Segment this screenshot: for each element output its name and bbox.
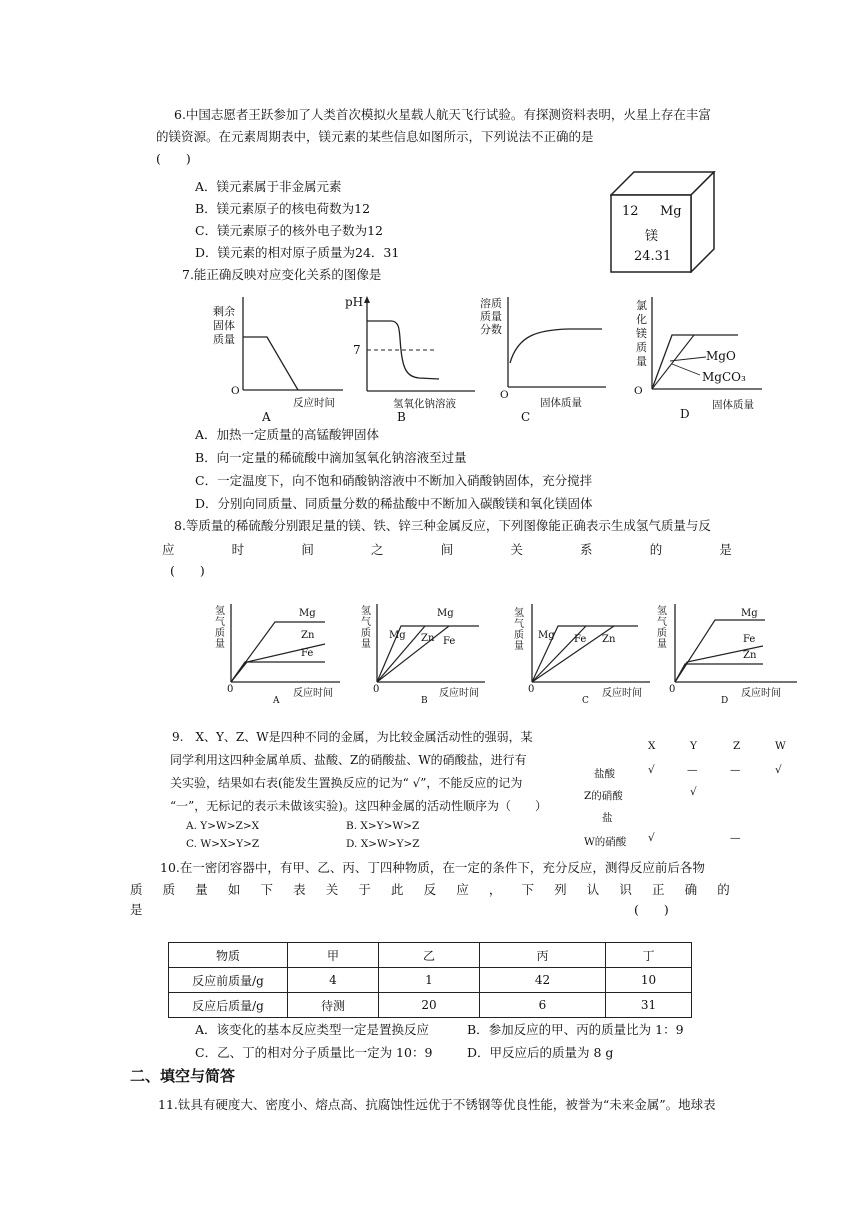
q10-paren: ( ) [634,902,669,917]
q9-option-c: C. W>X>Y>Z [186,838,260,850]
q7-d-ylabel: 氯 化 镁 质 量 [636,299,647,368]
q8-graph-c [510,600,655,710]
q9-row3-x: √ [648,832,655,844]
q10-mass-table [168,942,692,1018]
q8-a-zn: Zn [301,630,315,641]
q9-row1-z: — [730,764,741,776]
q6-paren: ( ) [156,151,191,166]
q8-paren: ( ) [170,563,205,578]
q10-option-c: C．乙、丁的相对分子质量比一定为 10：9 [195,1045,433,1060]
q7-c-origin: O [500,389,509,401]
q9-header-z: Z [733,740,741,752]
q6-line2: 的镁资源。在元素周期表中，镁元素的某些信息如图所示，下列说法不正确的是 [156,129,594,144]
q9-row3-label: W的硝酸 [584,836,627,848]
element-atomic-number: 12 [622,204,639,219]
table-cell: 反应后质量/g [169,993,288,1018]
q7-option-b: B．向一定量的稀硫酸中滴加氢氧化钠溶液至过量 [195,450,467,465]
q8-b-xlabel: 反应时间 [439,688,479,699]
q10-option-b: B．参加反应的甲、丙的质量比为 1：9 [467,1022,684,1037]
q7-a-xlabel: 反应时间 [293,397,335,409]
q8-a-xlabel: 反应时间 [293,688,333,699]
q6-option-c: C．镁元素原子的核外电子数为12 [195,223,383,238]
table-cell: 6 [480,993,606,1018]
q7-stem: 7.能正确反映对应变化关系的图像是 [182,267,382,282]
q10-option-a: A．该变化的基本反应类型一定是置换反应 [195,1022,430,1037]
q9-option-a: A. Y>W>Z>X [186,820,260,832]
q8-graph-b [355,600,495,710]
q8-c-origin: 0 [528,684,535,695]
q6-option-a: A．镁元素属于非金属元素 [195,179,342,194]
q8-d-origin: 0 [669,684,676,695]
element-name: 镁 [645,229,659,244]
q7-d-xlabel: 固体质量 [712,399,754,411]
q8-d-zn: Zn [743,650,757,661]
q7-b-letter: B [397,410,406,424]
q7-b-ylabel: pH [345,295,364,309]
q8-graphs [205,600,805,710]
table-cell: 待测 [288,993,379,1018]
table-row [169,968,692,993]
q7-d-origin: O [634,385,643,397]
q6-option-b: B．镁元素原子的核电荷数为12 [195,201,371,216]
table-header-cell: 丙 [480,943,606,968]
table-header-cell: 甲 [288,943,379,968]
q7-a-ylabel: 剩余 固体 质量 [213,305,235,346]
q8-a-ylabel: 氢 气 质 量 [215,606,225,650]
q7-a-origin: O [231,385,240,397]
q8-graph-d [653,600,803,710]
q8-a-letter: A [273,696,280,706]
q8-b-ylabel: 氢 气 质 量 [361,606,371,650]
table-header-cell: 乙 [379,943,480,968]
q8-line2: 应 时 间 之 间 关 系 的 是 [162,542,732,557]
q8-d-letter: D [721,696,729,706]
table-row [169,993,692,1018]
q9-row2-label: Z的硝酸 [584,790,623,802]
q9-header-y: Y [690,740,697,752]
q7-d-letter: D [680,407,690,421]
q8-line1: 8.等质量的稀硫酸分别跟足量的镁、铁、锌三种金属反应，下列图像能正确表示生成氢气质量与反 [174,518,711,533]
q7-graph-d [630,293,765,423]
q9-row1-y: — [687,764,698,776]
q6-line1: 6.中国志愿者王跃参加了人类首次模拟火星载人航天飞行试验。有探测资料表明，火星上存在丰富 [174,107,711,122]
element-cube [610,171,716,273]
q7-graph-c [480,293,610,423]
q7-option-a: A．加热一定质量的高锰酸钾固体 [195,427,380,442]
q9-row2-y: √ [690,786,697,798]
q7-graph-a [205,293,345,423]
q7-c-ylabel: 溶质 质量 分数 [480,297,502,336]
q9-row1-x: √ [648,764,655,776]
q8-c-xlabel: 反应时间 [602,688,642,699]
table-cell: 31 [606,993,692,1018]
table-cell: 1 [379,968,480,993]
q7-option-d: D．分别向同质量、同质量分数的稀盐酸中不断加入碳酸镁和氧化镁固体 [195,496,593,511]
q7-d-mgo-label: MgO [706,349,736,363]
q7-option-c: C．一定温度下，向不饱和硝酸钠溶液中不断加入硝酸钠固体，充分搅拌 [195,473,593,488]
q10-option-d: D．甲反应后的质量为 8 g [467,1045,614,1060]
q8-c-letter: C [582,696,589,706]
q9-result-table [580,738,810,853]
q9-row1-label: 盐酸 [594,768,615,780]
q11-line1: 11.钛具有硬度大、密度小、熔点高、抗腐蚀性远优于不锈钢等优良性能，被誉为“未来金属”。地球表 [158,1097,716,1112]
q9-line3: 关实验，结果如右表(能发生置换反应的记为“ √”，不能反应的记为 [170,776,523,790]
q9-line2: 同学利用这四种金属单质、盐酸、Z的硝酸盐、W的硝酸盐，进行有 [170,753,527,767]
table-cell: 10 [606,968,692,993]
q8-d-fe: Fe [743,634,756,645]
q8-b-fe: Fe [443,636,456,647]
q8-a-origin: 0 [227,684,234,695]
q10-line3: 是 [130,902,143,917]
q8-d-ylabel: 氢 气 质 量 [657,606,667,650]
element-symbol: Mg [660,204,682,219]
element-atomic-mass: 24.31 [634,249,672,264]
q8-b-mg-top: Mg [437,608,454,619]
q9-line4: “一”，无标记的表示未做该实验)。这四种金属的活动性顺序为（ ） [170,799,547,813]
q8-d-mg: Mg [741,608,758,619]
table-header-cell: 丁 [606,943,692,968]
q9-header-x: X [648,740,656,752]
q8-a-mg: Mg [299,608,316,619]
q9-header-w: W [775,740,786,752]
q10-line1: 10.在一密闭容器中，有甲、乙、丙、丁四种物质，在一定的条件下，充分反应，测得反应前后各物 [160,860,705,875]
q9-option-d: D. X>W>Y>Z [346,838,420,850]
q7-a-letter: A [262,410,271,424]
q8-c-mg: Mg [538,630,555,641]
table-cell: 4 [288,968,379,993]
q8-d-xlabel: 反应时间 [741,688,781,699]
q8-b-mg: Mg [389,630,406,641]
table-row [169,943,692,968]
q7-c-letter: C [521,410,531,424]
q8-c-fe: Fe [574,634,587,645]
q6-option-d: D．镁元素的相对原子质量为24．31 [195,245,400,260]
table-cell: 反应前质量/g [169,968,288,993]
table-cell: 42 [480,968,606,993]
q8-c-zn: Zn [602,634,616,645]
q7-c-xlabel: 固体质量 [540,397,582,409]
q9-row2-label-cont: 盐 [602,812,613,824]
q8-a-fe: Fe [301,648,314,659]
q7-graph-b [345,293,480,423]
q9-line1: 9. X、Y、Z、W是四种不同的金属，为比较金属活动性的强弱，某 [172,730,533,744]
q8-graph-a [205,600,345,710]
q9-row1-w: √ [775,764,782,776]
q7-b-xlabel: 氢氧化钠溶液 [393,398,456,410]
q8-b-letter: B [421,696,428,706]
q9-option-b: B. X>Y>W>Z [346,820,420,832]
q9-row3-z: — [730,832,741,844]
q8-b-zn: Zn [421,633,435,644]
q8-b-origin: 0 [373,684,380,695]
q7-b-seven: 7 [353,343,361,357]
section-title: 二、填空与简答 [130,1067,236,1085]
table-header-cell: 物质 [169,943,288,968]
q8-c-ylabel: 氢 气 质 量 [514,608,524,652]
q7-d-mgco3-label: MgCO₃ [702,370,746,384]
table-cell: 20 [379,993,480,1018]
q10-line2: 质 质 量 如 下 表 关 于 此 反 应 ， 下 列 认 识 正 确 的 [130,882,730,897]
